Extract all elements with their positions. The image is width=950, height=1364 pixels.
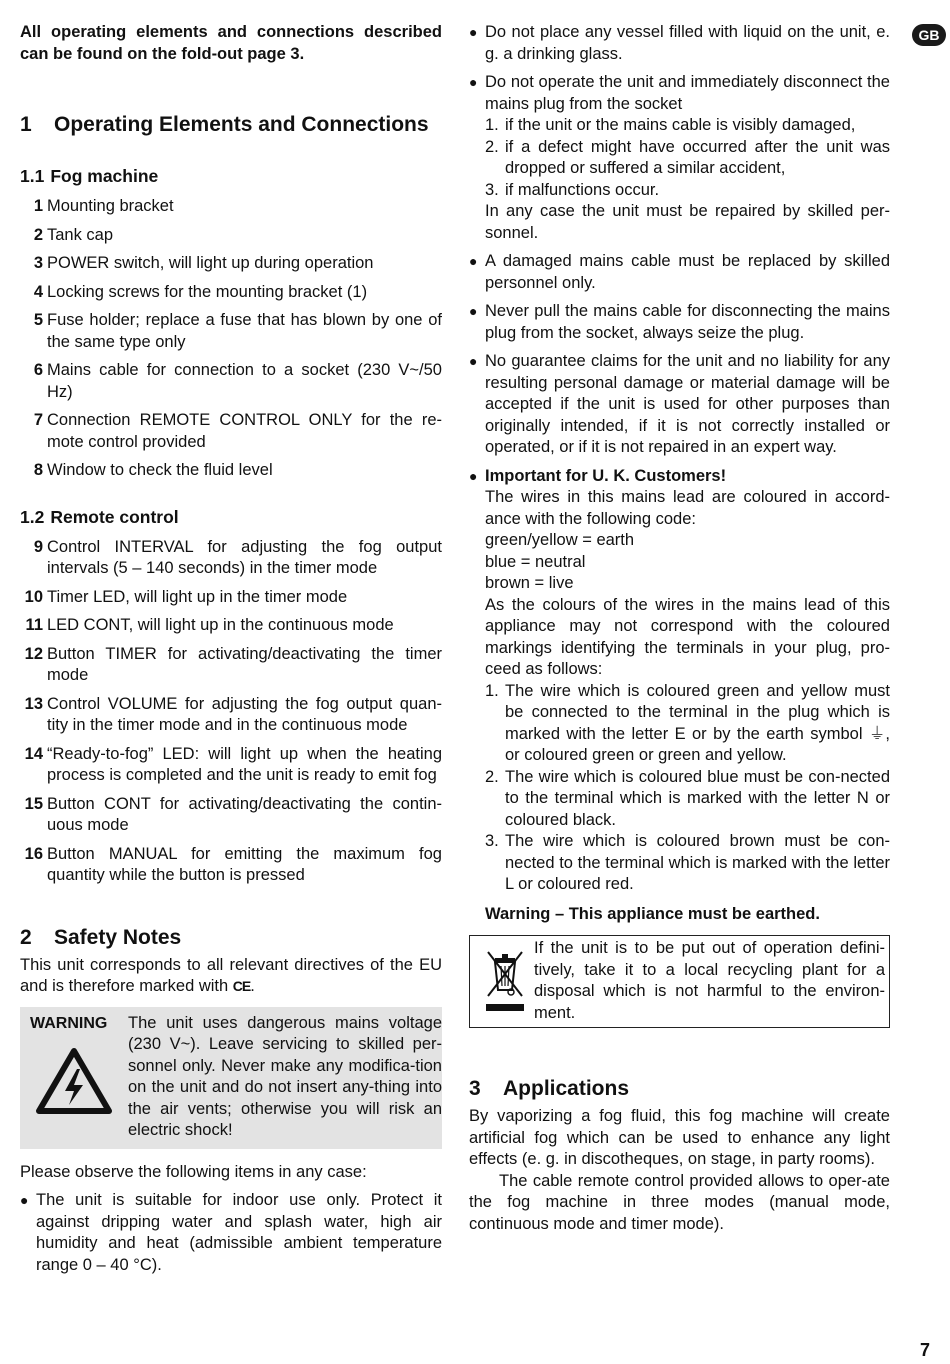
recycling-icon-block <box>476 938 534 1024</box>
page-number: 7 <box>920 1340 931 1360</box>
item-number: 10 <box>24 587 43 606</box>
subsection-number: 1.1 <box>20 166 45 186</box>
left-column <box>20 22 442 1283</box>
observe-note: Please observe the following items in any case: <box>20 1162 367 1181</box>
sub-number: 3. <box>485 832 499 850</box>
list-item <box>20 253 442 275</box>
bullet-damaged-cable <box>469 251 890 294</box>
bullet-text-end: In any case the unit must be repaired by skilled per-sonnel. <box>485 202 890 242</box>
wire-code: blue = neutral <box>485 552 586 571</box>
warning-box <box>20 1007 442 1149</box>
sub-text: if a defect might have occurred after the unit was dropped or suffered a similar accident, <box>505 137 890 177</box>
subsection-remote-control-heading <box>20 506 442 528</box>
bullet-body <box>485 72 890 244</box>
sub-number: 2. <box>485 137 499 156</box>
bullet-guarantee <box>469 351 890 459</box>
item-text: “Ready-to-fog” LED: will light up when the heating process is completed and the unit is ready to emit fog <box>47 744 442 784</box>
sub-item <box>485 180 890 202</box>
item-number: 16 <box>24 844 43 863</box>
list-item <box>20 744 442 787</box>
bullet-text: No guarantee claims for the unit and no liability for any resulting personal damage or material damage will be accepted if the unit is used for other purposes than originally intended, if it is not correctly installed or operated, or if it is not repaired in an expert way. <box>485 352 890 456</box>
item-text: Mains cable for connection to a socket (230 V~/50 Hz) <box>47 361 442 401</box>
item-number: 6 <box>33 361 43 379</box>
item-number: 7 <box>33 411 43 429</box>
section1-number: 1 <box>20 113 32 136</box>
section2-number: 2 <box>20 925 32 949</box>
item-number: 5 <box>33 311 43 329</box>
item-text: Control VOLUME for adjusting the fog output quan-tity in the timer mode and in the continuous mode <box>47 694 442 734</box>
bullet-icon: ● <box>469 24 478 40</box>
list-item <box>20 587 442 609</box>
sub-item <box>485 137 890 180</box>
section3-title: Applications <box>503 1077 630 1100</box>
item-number: 12 <box>24 644 43 663</box>
item-number: 3 <box>33 254 43 272</box>
item-number: 2 <box>33 225 43 244</box>
sub-item <box>485 115 890 137</box>
bullet-text: Do not operate the unit and immediately disconnect the mains plug from the socket <box>485 73 890 113</box>
warning-label-block <box>30 1013 128 1142</box>
sub-item <box>485 767 890 832</box>
item-text: Window to check the fluid level <box>47 461 273 479</box>
sub-text: The wire which is coloured green and yellow must be connected to the terminal in the plug which is marked with the letter E or by the earth symbol ⏚, or coloured green or green and yellow. <box>505 681 890 764</box>
item-text: POWER switch, will light up during operation <box>47 254 374 272</box>
intro-note: All operating elements and connections described can be found on the fold-out page 3. <box>20 23 442 63</box>
item-number: 8 <box>33 461 43 479</box>
item-text: Control INTERVAL for adjusting the fog output intervals (5 – 140 seconds) in the timer mode <box>47 537 442 577</box>
bullet-icon: ● <box>469 303 478 319</box>
section3-heading <box>469 1076 890 1102</box>
list-item <box>20 410 442 453</box>
item-text: Mounting bracket <box>47 197 174 215</box>
bullet-icon: ● <box>469 467 478 484</box>
sub-number: 3. <box>485 180 499 199</box>
bullet-icon: ● <box>469 74 478 90</box>
section2-heading <box>20 925 442 951</box>
section1-heading <box>20 112 442 138</box>
applications-paragraph-1: By vaporizing a fog fluid, this fog machine will create artificial fog which can be used to enhance any light effects (e. g. in discotheques, on stage, in party rooms). <box>469 1107 890 1168</box>
list-item <box>20 844 442 887</box>
uk-instructions: As the colours of the wires in the mains lead of this appliance may not correspond with the coloured markings identifying the terminals in your plug, pro-ceed as follows: <box>485 595 890 678</box>
list-item <box>20 225 442 247</box>
subsection-title: Fog machine <box>50 166 159 186</box>
item-number: 4 <box>33 282 43 301</box>
remote-control-list <box>20 537 442 887</box>
language-badge: GB <box>912 24 946 46</box>
item-text: LED CONT, will light up in the continuous mode <box>47 616 394 634</box>
bullet-icon: ● <box>469 253 478 269</box>
fog-machine-list <box>20 196 442 482</box>
sub-item <box>485 831 890 896</box>
list-item <box>20 615 442 637</box>
bullet-text: Do not place any vessel filled with liquid on the unit, e. g. a drinking glass. <box>485 23 890 63</box>
item-text: Button MANUAL for emitting the maximum fog quantity while the button is pressed <box>47 844 442 884</box>
crossed-bin-icon <box>482 946 528 1016</box>
recycling-box <box>469 935 890 1028</box>
item-number: 14 <box>24 744 43 763</box>
sub-text: if the unit or the mains cable is visibly damaged, <box>505 116 856 134</box>
section3-number: 3 <box>469 1077 481 1100</box>
right-column <box>469 22 890 1235</box>
sub-text: The wire which is coloured brown must be con-nected to the terminal which is marked with the letter L or coloured red. <box>505 832 890 893</box>
item-text: Fuse holder; replace a fuse that has blown by one of the same type only <box>47 311 442 351</box>
wire-code: brown = live <box>485 574 574 592</box>
list-item <box>20 196 442 218</box>
bullet-liquid <box>469 22 890 65</box>
sub-item <box>485 681 890 767</box>
list-item <box>20 460 442 482</box>
bullet-text: A damaged mains cable must be replaced by skilled personnel only. <box>485 252 890 292</box>
warning-text: The unit uses dangerous mains voltage (230 V~). Leave servicing to skilled per-sonnel only. Never make any modifica-tion on the unit and do not insert any-thing into the air vents; otherwise you will risk an electric shock! <box>128 1013 442 1139</box>
bullet-uk-customers <box>469 466 890 896</box>
list-item <box>20 794 442 837</box>
item-text: Locking screws for the mounting bracket (1) <box>47 282 368 301</box>
item-text: Connection REMOTE CONTROL ONLY for the re-mote control provided <box>47 411 442 451</box>
recycling-text: If the unit is to be put out of operation defini-tively, take it to a local recycling plant for a disposal which is not harmful to the environ-ment. <box>534 939 885 1022</box>
bullet-indoor <box>20 1190 442 1276</box>
item-text: Button CONT for activating/deactivating the contin-uous mode <box>47 794 442 834</box>
subsection-number: 1.2 <box>20 506 45 527</box>
bullet-text: The unit is suitable for indoor use only. Protect it against dripping water and splash water, high air humidity and heat (admissible ambient temperature range 0 – 40 °C). <box>36 1191 442 1274</box>
warning-label: WARNING <box>30 1014 108 1032</box>
item-text: Tank cap <box>47 225 114 244</box>
item-number: 11 <box>25 616 43 634</box>
wire-code: green/yellow = earth <box>485 531 635 549</box>
item-number: 1 <box>33 197 43 215</box>
item-number: 9 <box>33 537 43 556</box>
section2-title: Safety Notes <box>54 925 182 949</box>
subsection-fog-machine-heading <box>20 165 442 187</box>
bullet-icon: ● <box>469 353 478 369</box>
ce-paragraph: This unit corresponds to all relevant directives of the EU and is therefore marked with CE. <box>20 955 442 995</box>
bullet-disconnect <box>469 72 890 244</box>
bullet-icon: ● <box>20 1192 29 1208</box>
list-item <box>20 282 442 304</box>
item-text: Timer LED, will light up in the timer mode <box>47 587 348 606</box>
uk-intro: The wires in this mains lead are coloured in accord-ance with the following code: <box>485 488 890 528</box>
uk-title: Important for U. K. Customers! <box>485 466 727 485</box>
sub-text: if malfunctions occur. <box>505 180 660 199</box>
applications-paragraph-2: The cable remote control provided allows to oper-ate the fog machine in three modes (manual mode, continuous mode and timer mode). <box>469 1171 890 1233</box>
bullet-pull-cable <box>469 301 890 344</box>
ce-mark: CE <box>232 978 251 994</box>
subsection-title: Remote control <box>50 506 179 527</box>
item-text: Button TIMER for activating/deactivating the timer mode <box>47 644 442 684</box>
bullet-text: Never pull the mains cable for disconnecting the mains plug from the socket, always seize the plug. <box>485 302 890 342</box>
sub-number: 1. <box>485 681 499 700</box>
item-number: 15 <box>24 794 43 813</box>
high-voltage-icon <box>35 1047 113 1115</box>
ce-paragraph-text: This unit corresponds to all relevant directives of the EU and is therefore marked with <box>20 955 442 995</box>
list-item <box>20 694 442 737</box>
list-item <box>20 360 442 403</box>
sub-text: The wire which is coloured blue must be con-nected to the terminal which is marked with the letter N or coloured black. <box>505 767 890 829</box>
bullet-body <box>485 466 890 896</box>
sub-number: 1. <box>485 116 499 134</box>
earthed-warning: Warning – This appliance must be earthed. <box>485 904 820 923</box>
list-item <box>20 644 442 687</box>
list-item <box>20 310 442 353</box>
sub-number: 2. <box>485 767 499 786</box>
list-item <box>20 537 442 580</box>
item-number: 13 <box>24 694 43 713</box>
section1-title: Operating Elements and Connections <box>54 113 429 136</box>
